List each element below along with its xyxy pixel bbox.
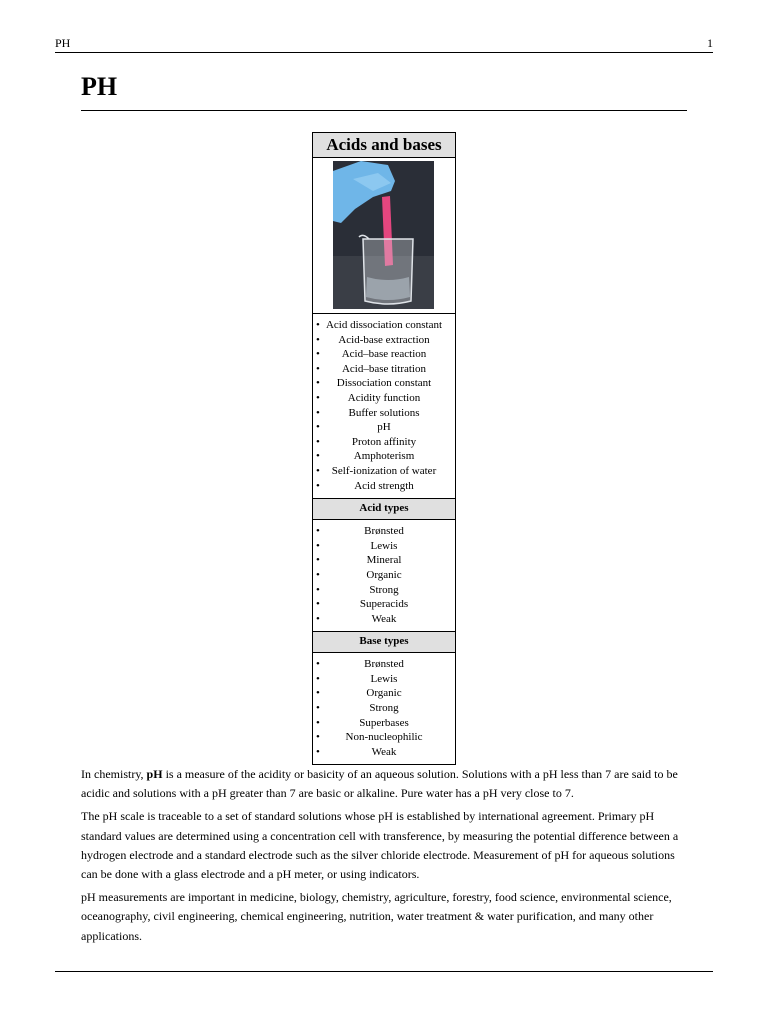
acid-types-heading: Acid types xyxy=(313,498,455,520)
infobox-image-cell xyxy=(313,158,455,314)
list-item[interactable]: • Brønsted xyxy=(313,657,455,672)
list-item[interactable]: • Dissociation constant xyxy=(313,376,455,391)
list-item[interactable]: • Weak xyxy=(313,612,455,627)
infobox xyxy=(312,132,456,765)
list-item[interactable]: • Buffer solutions xyxy=(313,406,455,421)
intro-paragraph xyxy=(81,765,689,803)
intro-text-start: In chemistry, xyxy=(81,767,147,781)
list-item[interactable]: • Amphoterism xyxy=(313,449,455,464)
page-title: PH xyxy=(81,72,118,101)
list-item[interactable]: • Acid–base titration xyxy=(313,362,455,377)
list-item[interactable]: • Organic xyxy=(313,686,455,701)
litmus-paper-in-beaker-photo xyxy=(333,161,434,309)
list-item[interactable]: • Proton affinity xyxy=(313,435,455,450)
list-item[interactable]: • Brønsted xyxy=(313,524,455,539)
list-item[interactable]: • Acid-base extraction xyxy=(313,333,455,348)
applications-paragraph: pH measurements are important in medicine, biology, chemistry, agriculture, forestry, food science, environmental science, oceanography, civil engineering, chemical engineering, nutrition, water treatment & water purification, and many other applications. xyxy=(81,890,672,943)
list-item[interactable]: • Lewis xyxy=(313,672,455,687)
footer-divider xyxy=(55,971,713,972)
list-item[interactable]: • Lewis xyxy=(313,539,455,554)
list-item[interactable]: • Acid dissociation constant xyxy=(313,318,455,333)
list-item[interactable]: • Acid strength xyxy=(313,479,455,494)
list-item[interactable]: • Organic xyxy=(313,568,455,583)
running-header-title: PH xyxy=(55,36,71,50)
list-item[interactable]: • Acid–base reaction xyxy=(313,347,455,362)
list-item[interactable]: • Acidity function xyxy=(313,391,455,406)
acid-types-list xyxy=(313,520,455,631)
list-item[interactable]: • Superbases xyxy=(313,716,455,731)
page-number: 1 xyxy=(707,36,713,50)
list-item[interactable]: • Strong xyxy=(313,583,455,598)
ph-term: pH xyxy=(146,767,163,781)
list-item[interactable]: • pH xyxy=(313,420,455,435)
base-types-heading: Base types xyxy=(313,631,455,653)
intro-text-end: is a measure of the acidity or basicity of an aqueous solution. Solutions with a pH less than 7 are said to be acidic and solutions with a pH greater than 7 are basic or alkaline. Pure water has a pH very close to 7. xyxy=(81,767,678,801)
list-item[interactable]: • Weak xyxy=(313,745,455,760)
title-divider xyxy=(81,110,687,111)
ph-scale-paragraph: The pH scale is traceable to a set of standard solutions whose pH is established by international agreement. Primary pH standard values are determined using a concentration cell with transference, by measuring the potential difference between a hydrogen electrode and a standard electrode such as the silver chloride electrode. Measurement of pH for aqueous solutions can be done with a glass electrode and a pH meter, or using indicators. xyxy=(81,809,679,882)
list-item[interactable]: • Non-nucleophilic xyxy=(313,730,455,745)
topics-list xyxy=(313,314,455,498)
infobox-heading: Acids and bases xyxy=(313,133,455,158)
article-body xyxy=(81,765,689,950)
base-types-list xyxy=(313,653,455,764)
list-item[interactable]: • Mineral xyxy=(313,553,455,568)
list-item[interactable]: • Self-ionization of water xyxy=(313,464,455,479)
list-item[interactable]: • Strong xyxy=(313,701,455,716)
list-item[interactable]: • Superacids xyxy=(313,597,455,612)
running-header xyxy=(55,36,713,53)
